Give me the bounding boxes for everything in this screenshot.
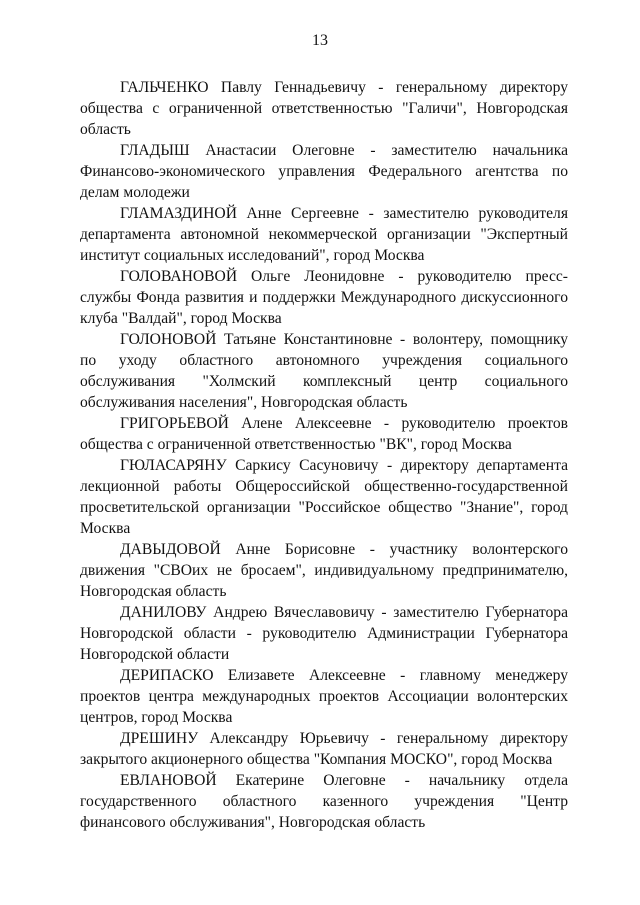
list-item: ДЕРИПАСКО Елизавете Алексеевне - главному менеджеру проектов центра международных проектов Ассоциации волонтерских центров, город Москва [80, 667, 568, 726]
award-list [80, 77, 568, 833]
list-item: ДАНИЛОВУ Андрею Вячеславовичу - заместителю Губернатора Новгородской области - руководителю Администрации Губернатора Новгородской области [80, 604, 568, 663]
list-item: ГРИГОРЬЕВОЙ Алене Алексеевне - руководителю проектов общества с ограниченной ответственностью "ВК", город Москва [80, 415, 568, 453]
page-number: 13 [312, 32, 328, 49]
list-item: ГОЛОНОВОЙ Татьяне Константиновне - волонтеру, помощнику по уходу областного автономного учреждения социального обслуживания "Холмский комплексный центр социального обслуживания населения", Новгородская область [80, 331, 568, 411]
list-item: ГОЛОВАНОВОЙ Ольге Леонидовне - руководителю пресс-службы Фонда развития и поддержки Международного дискуссионного клуба "Валдай", город Москва [80, 268, 568, 327]
list-item: ДАВЫДОВОЙ Анне Борисовне - участнику волонтерского движения "СВОих не бросаем", индивидуальному предпринимателю, Новгородская область [80, 541, 568, 600]
list-item: ГЛАМАЗДИНОЙ Анне Сергеевне - заместителю руководителя департамента автономной некоммерческой организации "Экспертный институт социальных исследований", город Москва [80, 205, 568, 264]
list-item: ЕВЛАНОВОЙ Екатерине Олеговне - начальнику отдела государственного областного казенного учреждения "Центр финансового обслуживания", Новгородская область [80, 772, 568, 831]
list-item: ГЛАДЫШ Анастасии Олеговне - заместителю начальника Финансово-экономического управления Федерального агентства по делам молодежи [80, 142, 568, 201]
list-item: ГЮЛАСАРЯНУ Саркису Сасуновичу - директору департамента лекционной работы Общероссийской общественно-государственной просветительской организации "Российское общество "Знание", город Москва [80, 457, 568, 537]
list-item: ДРЕШИНУ Александру Юрьевичу - генеральному директору закрытого акционерного общества "Компания МОСКО", город Москва [80, 730, 568, 768]
list-item: ГАЛЬЧЕНКО Павлу Геннадьевичу - генеральному директору общества с ограниченной ответственностью "Галичи", Новгородская область [80, 79, 568, 138]
